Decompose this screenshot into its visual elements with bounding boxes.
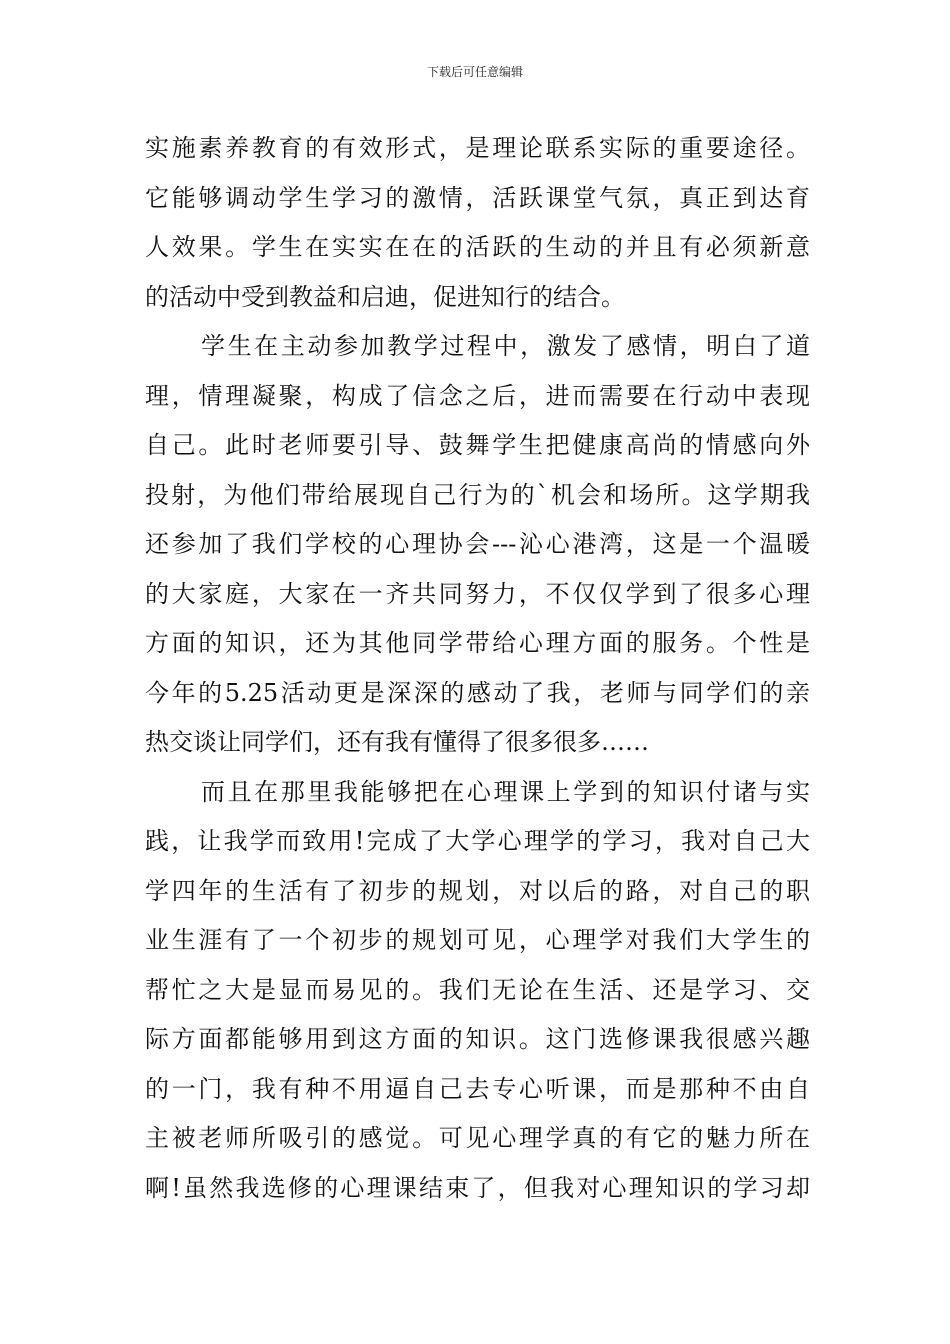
text-line: 方面的知识，还为其他同学带给心理方面的服务。个性是 [145,629,810,657]
text-line: 实施素养教育的有效形式，是理论联系实际的重要途径。 [145,134,810,162]
text-line: 啊!虽然我选修的心理课结束了，但我对心理知识的学习却 [145,1173,810,1202]
text-line: 而且在那里我能够把在心理课上学到的知识付诸与实 [201,777,810,806]
text-line: 理，情理凝聚，构成了信念之后，进而需要在行动中表现 [145,381,810,410]
page-header: 下载后可任意编辑 [426,65,523,79]
text-line: 热交谈让同学们，还有我有懂得了很多很多…… [145,728,649,756]
text-line: 今年的5.25活动更是深深的感动了我，老师与同学们的亲 [145,678,810,707]
text-line: 业生涯有了一个初步的规划可见，心理学对我们大学生的 [145,926,810,954]
text-line: 践，让我学而致用!完成了大学心理学的学习，我对自己大 [145,827,810,855]
text-line: 帮忙之大是显而易见的。我们无论在生活、还是学习、交 [145,975,810,1004]
text-line: 人效果。学生在实实在在的活跃的生动的并且有必须新意 [145,233,810,261]
text-line: 还参加了我们学校的心理协会---沁心港湾，这是一个温暖 [145,530,810,558]
text-line: 的一门，我有种不用逼自己去专心听课，而是那种不由自 [145,1074,810,1103]
text-line: 的大家庭，大家在一齐共同努力，不仅仅学到了很多心理 [145,579,810,608]
text-line: 学四年的生活有了初步的规划，对以后的路，对自己的职 [145,876,810,905]
text-line: 自己。此时老师要引导、鼓舞学生把健康高尚的情感向外 [145,431,810,459]
text-line: 的活动中受到教益和启迪，促进知行的结合。 [145,282,625,311]
text-line: 学生在主动参加教学过程中，激发了感情，明白了道 [201,332,810,360]
text-line: 际方面都能够用到这方面的知识。这门选修课我很感兴趣 [145,1025,810,1053]
document-body [145,124,810,1213]
text-line: 投射，为他们带给展现自己行为的`机会和场所。这学期我 [145,480,810,509]
text-line: 主被老师所吸引的感觉。可见心理学真的有它的魅力所在 [145,1124,810,1152]
text-line: 它能够调动学生学习的激情，活跃课堂气氛，真正到达育 [145,183,810,212]
